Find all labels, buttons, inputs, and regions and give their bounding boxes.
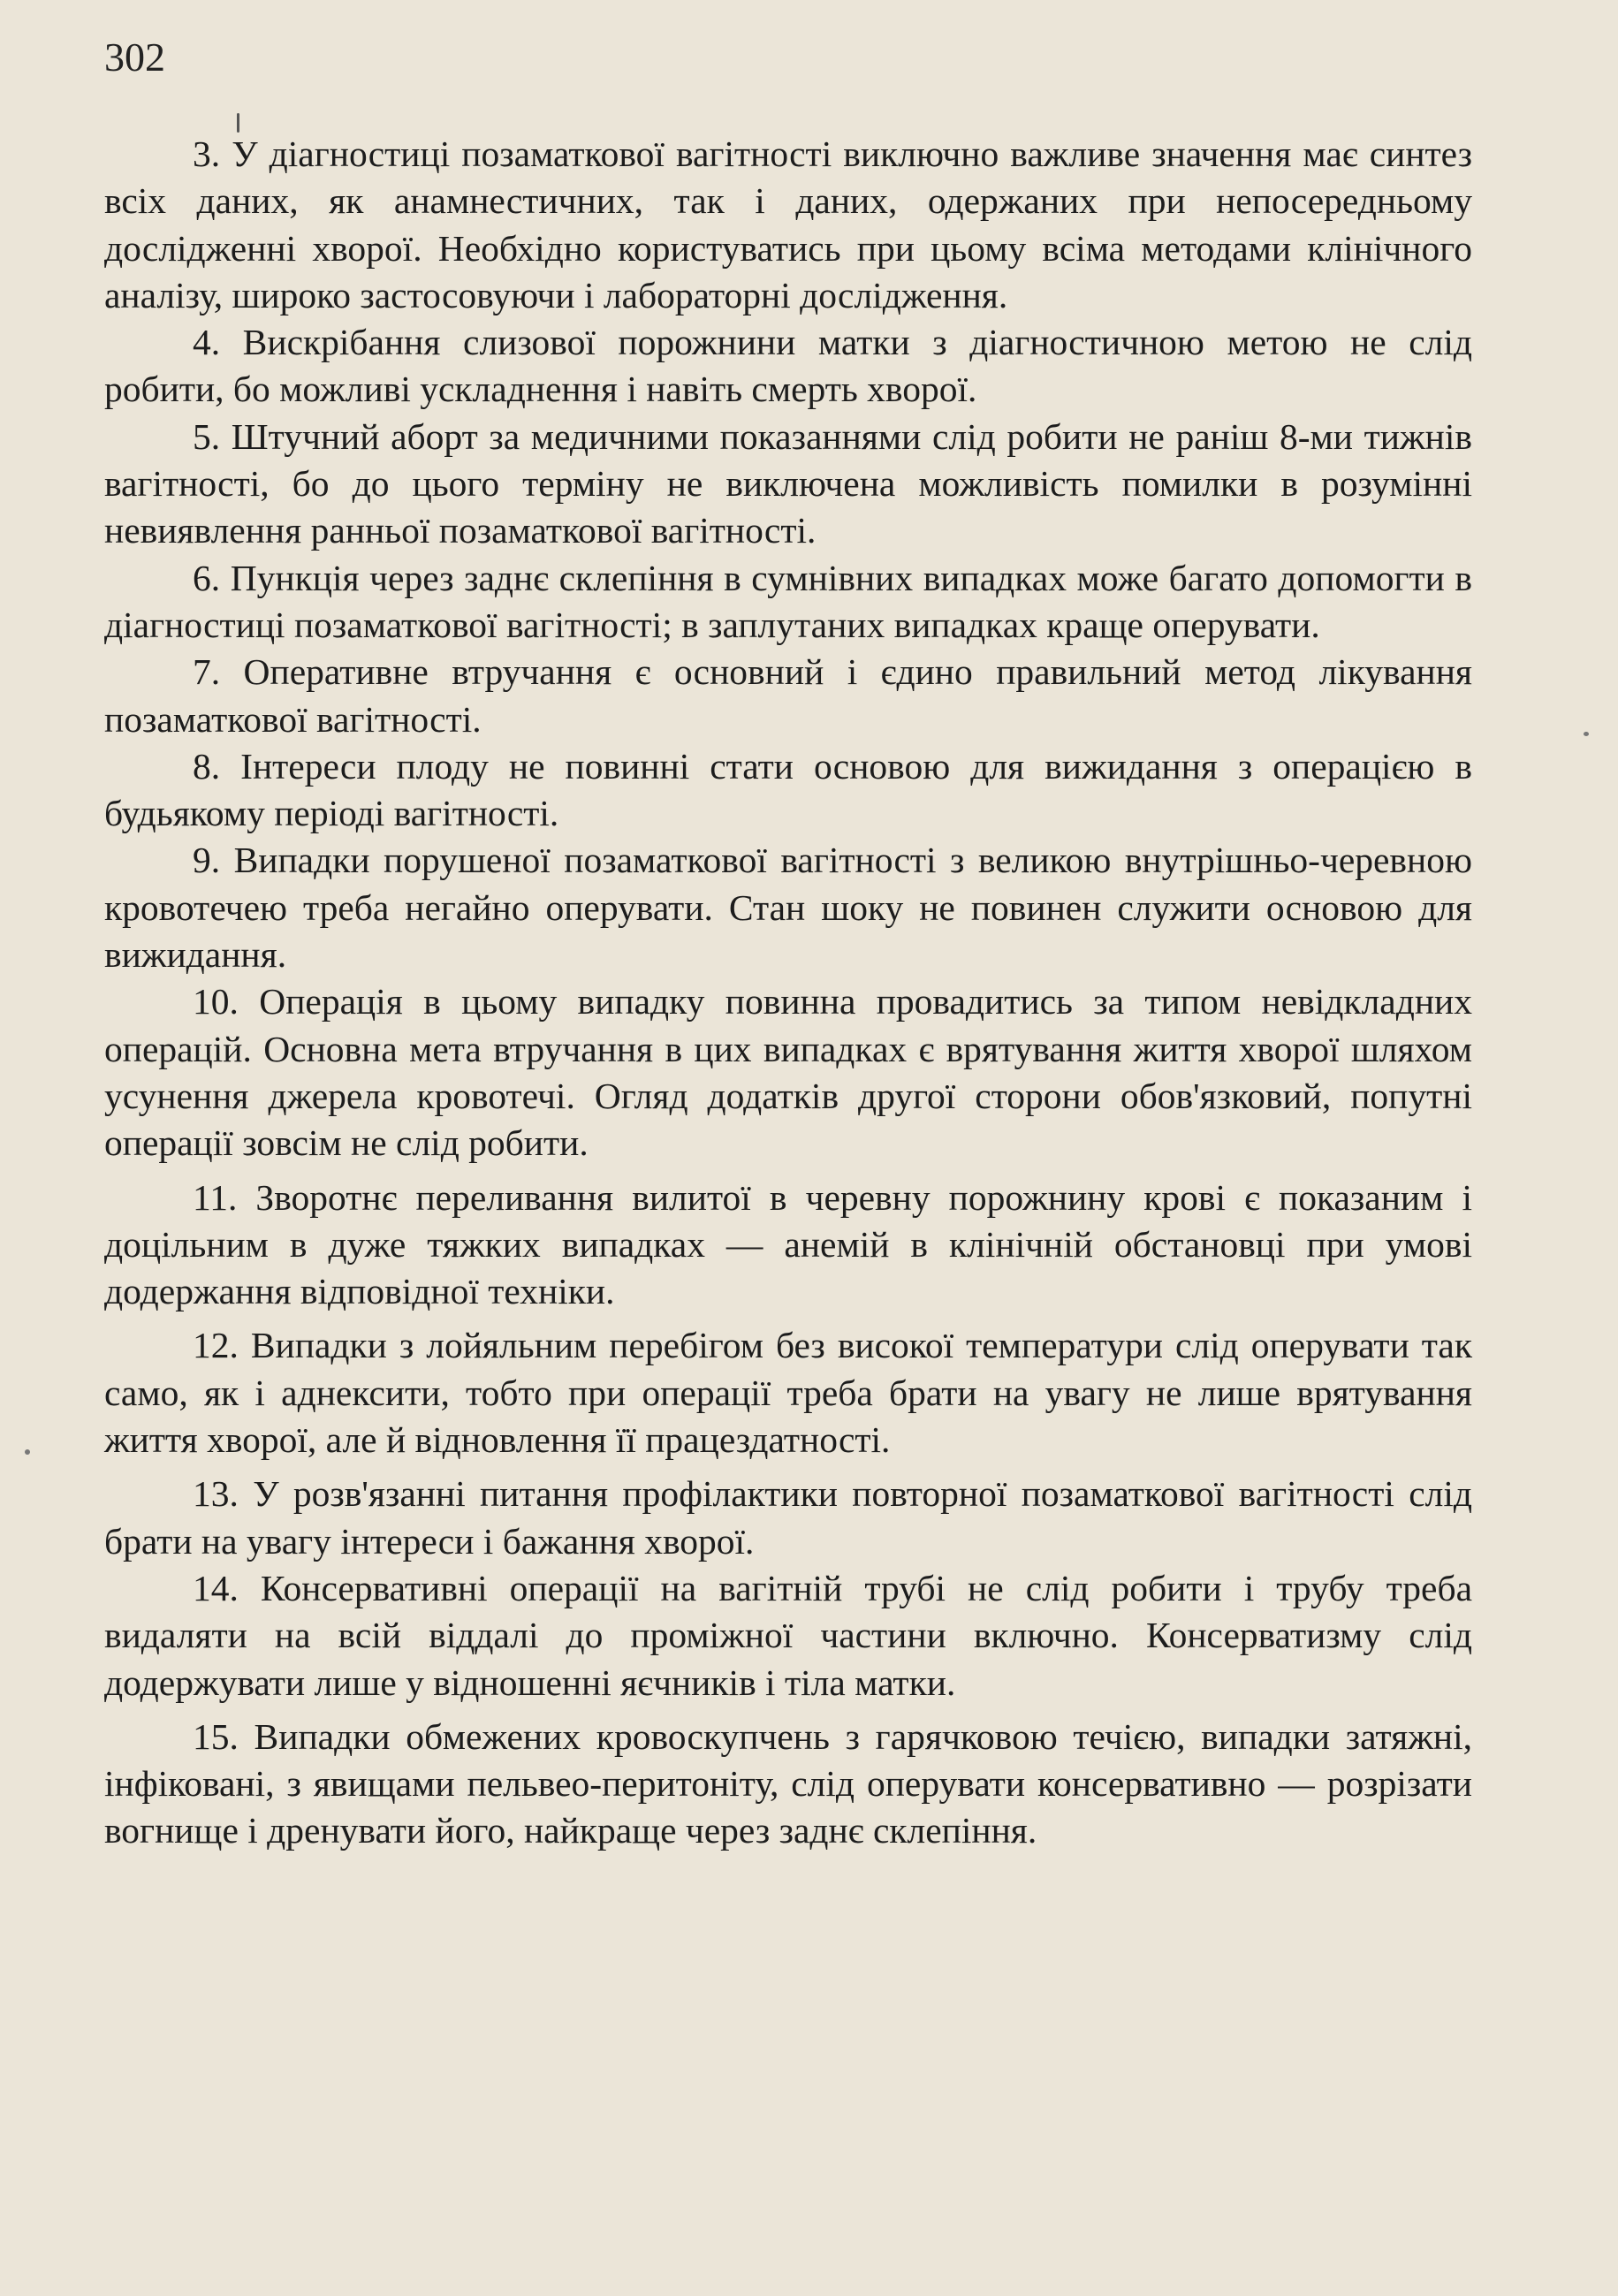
paragraph-6: 6. Пункція через заднє склепіння в сумнівних випадках може багато допомогти в діагностиці позаматкової вагітності; в заплутаних випадках краще оперувати.	[104, 557, 1472, 645]
paragraph-10: 10. Операція в цьому випадку повинна провадитись за типом невідкладних операцій. Основна мета втручання в цих випадках є врятування життя хворої шляхом усунення джерела кровотечі. Огляд додатків другої сторони обов'язковий, попутні операції зовсім не слід робити.	[104, 981, 1472, 1164]
paragraph-14: 14. Консервативні операції на вагітній трубі не слід робити і трубу треба видаляти на всій віддалі до проміжної частини включно. Консерватизму слід додержувати лише у відношенні яєчників і тіла матки.	[104, 1567, 1472, 1703]
paper-speck	[1584, 732, 1589, 736]
paper-speck	[237, 113, 239, 133]
paragraph-12: 12. Випадки з лойяльним перебігом без високої температури слід оперувати так само, як і аднексити, тобто при операції треба брати на увагу не лише врятування життя хворої, але й відновлення її працездатності.	[104, 1325, 1472, 1461]
paragraph-8: 8. Інтереси плоду не повинні стати основою для вижидання з операцією в будьякому періоді вагітності.	[104, 745, 1472, 834]
paragraph-11: 11. Зворотнє переливання вилитої в черевну порожнину крові є показаним і доцільним в дуже тяжких випадках — анемій в клінічній обстановці при умові додержання відповідної техніки.	[104, 1176, 1472, 1312]
paragraph-3: 3. У діагностиці позаматкової вагітності виключно важливе значення має синтез всіх даних, як анамнестичних, так і даних, одержаних при непосередньому дослідженні хворої. Необхідно користуватись при цьому всіма методами клінічного аналізу, широко застосовуючи і лабораторні дослідження.	[104, 133, 1472, 316]
page-number: 302	[104, 34, 165, 80]
paper-speck	[25, 1449, 30, 1455]
paragraph-15: 15. Випадки обмежених кровоскупчень з гарячковою течією, випадки затяжні, інфіковані, з явищами пельвео-перитоніту, слід оперувати консервативно — розрізати вогнище і дренувати його, найкраще через заднє склепіння.	[104, 1715, 1472, 1851]
paragraph-7: 7. Оперативне втручання є основний і єдино правильний метод лікування позаматкової вагітності.	[104, 651, 1472, 740]
paragraph-4: 4. Вискрібання слизової порожнини матки з діагностичною метою не слід робити, бо можливі ускладнення і навіть смерть хворої.	[104, 322, 1472, 410]
body-text	[104, 131, 1472, 1855]
paragraph-9: 9. Випадки порушеної позаматкової вагітності з великою внутрішньо-черевною кровотечею треба негайно оперувати. Стан шоку не повинен служити основою для вижидання.	[104, 840, 1472, 976]
paragraph-13: 13. У розв'язанні питання профілактики повторної позаматкової вагітності слід брати на увагу інтереси і бажання хворої.	[104, 1473, 1472, 1562]
paragraph-5: 5. Штучний аборт за медичними показаннями слід робити не раніш 8-ми тижнів вагітності, бо до цього терміну не виключена можливість помилки в розумінні невиявлення ранньої позаматкової вагітності.	[104, 415, 1472, 551]
